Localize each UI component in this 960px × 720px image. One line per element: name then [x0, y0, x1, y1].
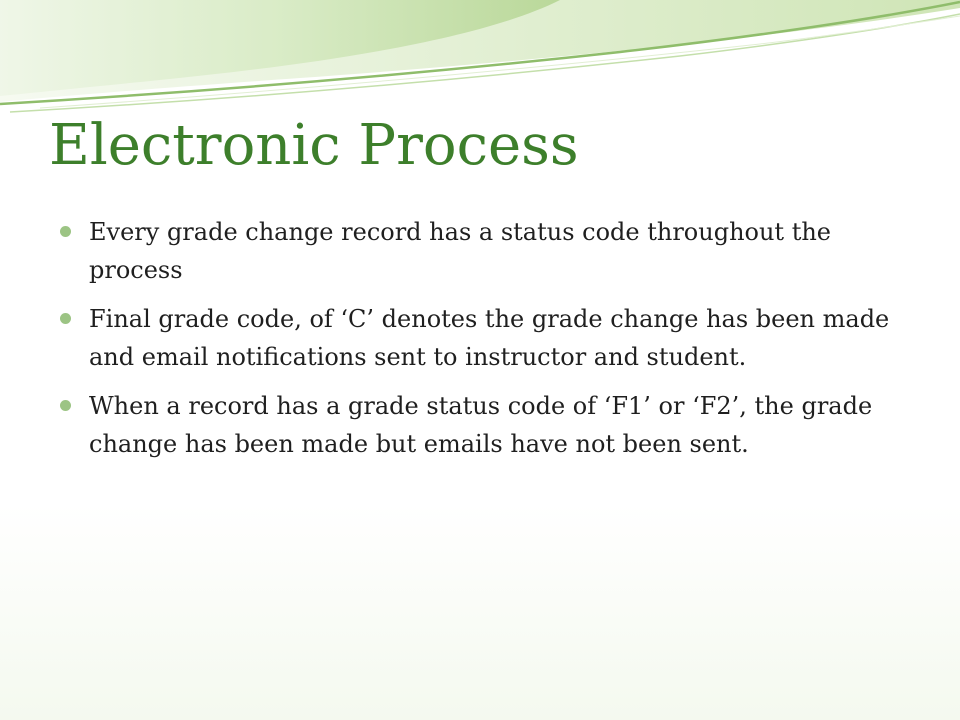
bullet-dot-icon [60, 313, 71, 324]
header-swoosh-decoration [0, 0, 960, 130]
bullet-item-status-code [58, 213, 918, 289]
bullet-dot-icon [60, 400, 71, 411]
bullet-text: When a record has a grade status code of ‘F1’ or ‘F2’, the grade change has been made but emails have not been sent. [89, 392, 873, 458]
bullet-item-final-grade-code [58, 300, 918, 376]
bullet-list [58, 213, 918, 474]
bullet-text: Every grade change record has a status code throughout the process [89, 218, 832, 284]
bullet-text: Final grade code, of ‘C’ denotes the grade change has been made and email notifications sent to instructor and student. [89, 305, 890, 371]
bullet-item-f1-f2-status [58, 387, 918, 463]
bullet-dot-icon [60, 226, 71, 237]
slide-title: Electronic Process [49, 113, 579, 178]
